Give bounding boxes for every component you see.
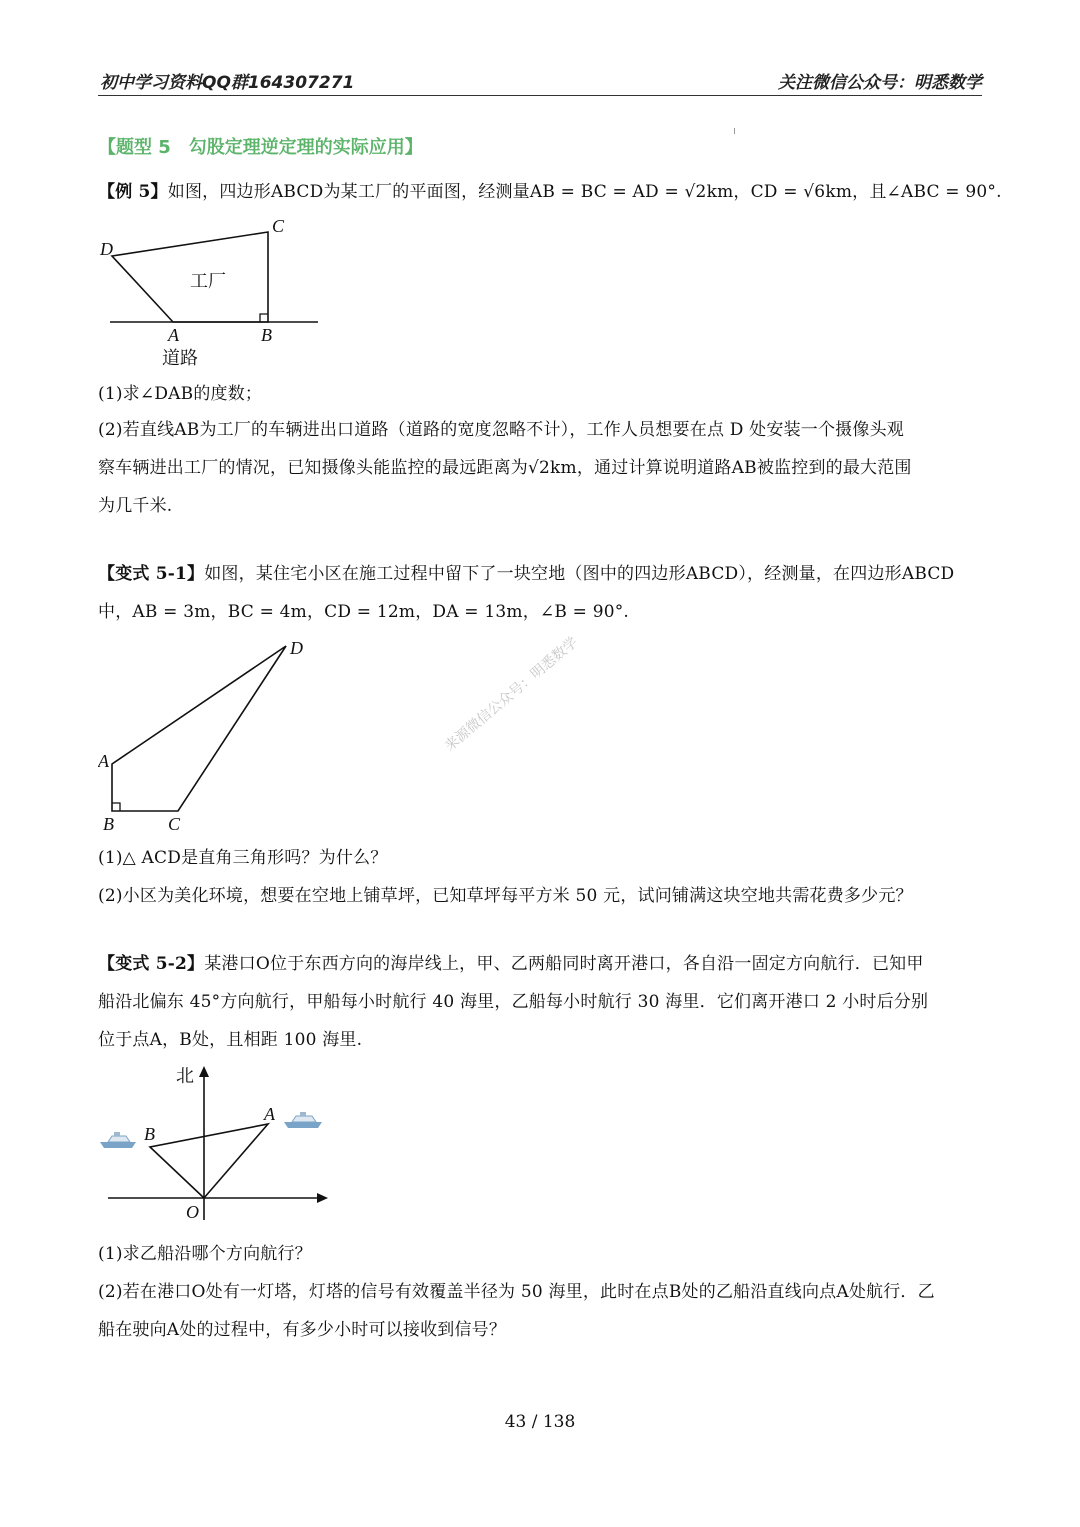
header-right: 关注微信公众号：明悉数学	[778, 73, 982, 93]
label-D: D	[100, 239, 113, 259]
tick-mark	[734, 128, 735, 134]
label-B: B	[144, 1124, 155, 1144]
label-A: A	[98, 751, 109, 771]
example5-figure	[98, 212, 338, 372]
right-angle-marker	[112, 803, 120, 811]
variant52-line3: 位于点A，B处，且相距 100 海里.	[98, 1030, 363, 1050]
variant52-q2-line1: (2)若在港口O处有一灯塔，灯塔的信号有效覆盖半径为 50 海里，此时在点B处的乙船沿直线向点A处航行．乙	[98, 1282, 935, 1302]
variant51-line1: 【变式 5-1】如图，某住宅小区在施工过程中留下了一块空地（图中的四边形ABCD），经测量，在四边形ABCD	[98, 564, 955, 584]
label-C: C	[168, 814, 181, 834]
header-left: 初中学习资料QQ群164307271	[100, 73, 355, 93]
example5-q2-line3: 为几千米.	[98, 496, 173, 516]
ship-icon	[100, 1132, 136, 1148]
example5-q2-line1: (2)若直线AB为工厂的车辆进出口道路（道路的宽度忽略不计），工作人员想要在点 D 处安装一个摄像头观	[98, 420, 904, 440]
north-label: 北	[176, 1066, 194, 1087]
section-title: 【题型 5 勾股定理逆定理的实际应用】	[98, 137, 423, 158]
variant51-tag: 【变式 5-1】	[98, 564, 205, 584]
page-number: 43 / 138	[504, 1412, 576, 1432]
right-angle-marker	[260, 314, 268, 322]
quadrilateral-ABCD	[112, 646, 286, 811]
header-divider	[98, 95, 982, 96]
label-A: A	[168, 325, 179, 345]
example5-line1: 如图，四边形ABCD为某工厂的平面图，经测量AB = BC = AD = √2km，CD = √6km，且∠ABC = 90°.	[167, 182, 1002, 202]
example5-tag: 【例 5】	[98, 182, 168, 202]
north-arrow-icon	[199, 1066, 209, 1077]
label-B: B	[261, 325, 272, 345]
variant52-line2: 船沿北偏东 45°方向航行，甲船每小时航行 40 海里，乙船每小时航行 30 海里．它们离开港口 2 小时后分别	[98, 992, 929, 1012]
label-B: B	[103, 814, 114, 834]
variant51-q2: (2)小区为美化环境，想要在空地上铺草坪，已知草坪每平方米 50 元，试问铺满这块空地共需花费多少元？	[98, 886, 913, 906]
label-A: A	[264, 1104, 275, 1124]
road-label: 道路	[162, 348, 198, 369]
ship-icon	[284, 1112, 322, 1128]
label-O: O	[186, 1202, 199, 1222]
watermark: 来源微信公众号：明悉数学	[441, 634, 581, 755]
east-arrow-icon	[317, 1193, 328, 1203]
variant51-line2: 中，AB = 3m，BC = 4m，CD = 12m，DA = 13m，∠B = 90°.	[98, 602, 630, 622]
variant52-figure	[96, 1060, 336, 1230]
variant51-figure	[98, 636, 328, 836]
example5-q2-line2: 察车辆进出工厂的情况，已知摄像头能监控的最远距离为√2km，通过计算说明道路AB被监控到的最大范围	[98, 458, 912, 478]
example5-statement	[98, 180, 1002, 204]
variant52-q2-line2: 船在驶向A处的过程中，有多少小时可以接收到信号？	[98, 1320, 507, 1340]
variant52-tag: 【变式 5-2】	[98, 954, 205, 974]
factory-label: 工厂	[190, 271, 226, 292]
variant51-q1: (1)△ ACD是直角三角形吗？为什么？	[98, 848, 388, 868]
label-C: C	[272, 216, 285, 236]
label-D: D	[290, 638, 303, 658]
variant52-line1: 【变式 5-2】某港口O位于东西方向的海岸线上，甲、乙两船同时离开港口，各自沿一固定方向航行．已知甲	[98, 954, 924, 974]
variant52-q1: (1)求乙船沿哪个方向航行？	[98, 1244, 312, 1264]
example5-q1: (1)求∠DAB的度数；	[98, 384, 263, 404]
triangle-OBA	[150, 1124, 268, 1198]
